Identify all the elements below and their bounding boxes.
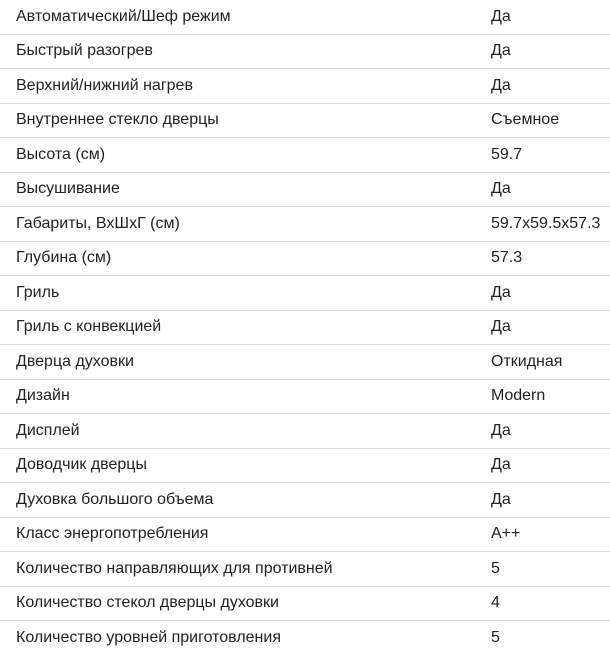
spec-label: Дисплей [0,414,475,449]
spec-label: Доводчик дверцы [0,448,475,483]
spec-row [0,414,610,449]
spec-row [0,172,610,207]
spec-value: 57.3 [475,241,610,276]
spec-value: Да [475,276,610,311]
spec-label: Количество стекол дверцы духовки [0,586,475,621]
spec-value: 4 [475,586,610,621]
spec-label: Дизайн [0,379,475,414]
spec-label: Габариты, ВхШхГ (см) [0,207,475,242]
spec-row [0,0,610,34]
spec-label: Количество уровней приготовления [16,628,281,646]
spec-row [0,621,610,655]
spec-row [0,310,610,345]
spec-row [0,552,610,587]
spec-row [0,448,610,483]
spec-row [0,483,610,518]
spec-value: Да [475,172,610,207]
spec-label: Верхний/нижний нагрев [0,69,475,104]
spec-label: Количество направляющих для противней [0,552,475,587]
spec-value: Да [475,414,610,449]
spec-value: Да [475,448,610,483]
spec-row [0,241,610,276]
spec-label: Автоматический/Шеф режим [0,0,475,34]
spec-row [0,276,610,311]
spec-value: Да [475,483,610,518]
spec-label: Быстрый разогрев [0,34,475,69]
spec-row [0,345,610,380]
spec-row [0,586,610,621]
spec-value: 5 [475,552,610,587]
spec-row [0,379,610,414]
spec-value: Да [475,34,610,69]
spec-value: A++ [475,517,610,552]
spec-row [0,69,610,104]
spec-label: Класс энергопотребления [0,517,475,552]
spec-label: Гриль с конвекцией [0,310,475,345]
spec-label: Духовка большого объема [0,483,475,518]
spec-value: Да [475,69,610,104]
spec-value: Съемное [475,103,610,138]
spec-row [0,517,610,552]
spec-value: Да [475,0,610,34]
spec-value: 59.7x59.5x57.3 [475,207,610,242]
spec-value: Откидная [475,345,610,380]
spec-value: 5 [491,628,500,646]
spec-row [0,138,610,173]
spec-label: Высота (см) [0,138,475,173]
spec-label: Высушивание [0,172,475,207]
spec-row [0,103,610,138]
spec-label: Глубина (см) [0,241,475,276]
spec-label: Дверца духовки [0,345,475,380]
spec-value: Modern [475,379,610,414]
spec-row [0,34,610,69]
spec-value: 59.7 [475,138,610,173]
spec-label: Внутреннее стекло дверцы [0,103,475,138]
spec-value: Да [475,310,610,345]
spec-row [0,207,610,242]
spec-label: Гриль [0,276,475,311]
